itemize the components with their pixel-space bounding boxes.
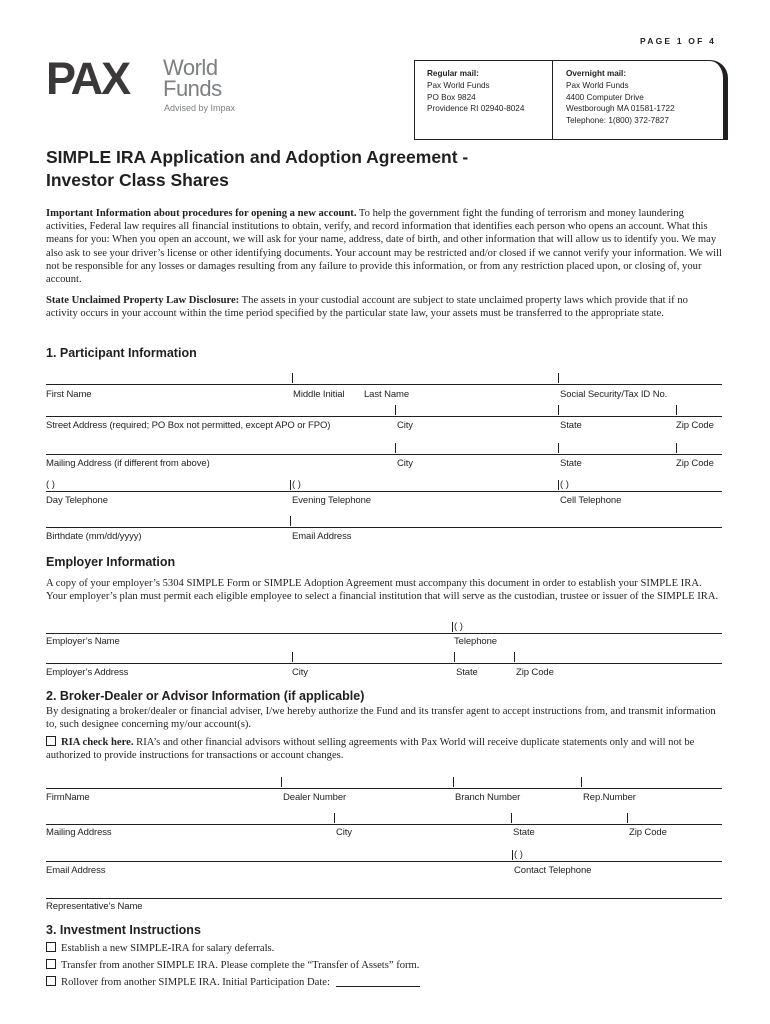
regular-mail-line: Providence RI 02940-8024 — [427, 104, 525, 114]
option-label: Establish a new SIMPLE-IRA for salary deferrals. — [61, 943, 275, 954]
broker-email-label: Email Address — [46, 865, 106, 876]
employer-telephone-label: Telephone — [454, 636, 497, 647]
broker-heading: 2. Broker-Dealer or Advisor Information (if applicable) — [46, 689, 365, 703]
page-number: PAGE 1 OF 4 — [640, 36, 717, 46]
first-name-label: First Name — [46, 389, 92, 400]
street-address-line[interactable] — [46, 416, 722, 417]
overnight-mail-line: Pax World Funds — [566, 80, 629, 90]
regular-mail-title: Regular mail: — [427, 69, 479, 78]
employer-city-label: City — [292, 667, 308, 678]
employer-text: A copy of your employer’s 5304 SIMPLE Form or SIMPLE Adoption Agreement must accompany this document in order to establish your SIMPLE IRA. Your employer’s plan must permit each eligible employee to select a financial institution that will serve as the custodian, trustee or issuer of the SIMPLE IRA. — [46, 578, 719, 603]
regular-mail-line: Pax World Funds — [427, 80, 490, 90]
birthdate-email-line[interactable] — [46, 527, 722, 528]
logo-pax: PAX — [46, 53, 130, 104]
ria-checkbox[interactable] — [46, 736, 56, 746]
important-bold: Important Information about procedures for opening a new account. — [46, 208, 357, 219]
representative-name-label: Representative’s Name — [46, 901, 143, 912]
unclaimed-text: The assets in your custodial account are subject to state unclaimed property laws which provide that if no activity occurs in your account within the time period specified by the particular state law, your assets must be transferred to the appropriate state. — [46, 295, 688, 320]
overnight-mail-title: Overnight mail: — [566, 69, 627, 78]
zip-label: Zip Code — [676, 458, 714, 469]
employer-name-line[interactable] — [46, 633, 722, 634]
employer-address-label: Employer’s Address — [46, 667, 129, 678]
overnight-mail-line: 4400 Computer Drive — [566, 92, 644, 102]
area-code-parens: ( ) — [454, 621, 463, 632]
investment-heading: 3. Investment Instructions — [46, 923, 201, 937]
option-checkbox[interactable] — [46, 976, 56, 986]
employer-name-label: Employer’s Name — [46, 636, 120, 647]
overnight-mail-line: Westborough MA 01581-1722 — [566, 104, 675, 114]
telephone-line[interactable] — [46, 491, 722, 492]
evening-telephone-label: Evening Telephone — [292, 495, 371, 506]
option-checkbox[interactable] — [46, 942, 56, 952]
ria-checkbox-row — [46, 736, 722, 762]
mailing-address-line[interactable] — [46, 454, 722, 455]
representative-name-line[interactable] — [46, 898, 722, 899]
zip-label: Zip Code — [676, 420, 714, 431]
last-name-label: Last Name — [364, 389, 410, 400]
mailing-address-box — [414, 60, 728, 140]
broker-city-label: City — [336, 827, 352, 838]
ria-bold: RIA check here. — [61, 737, 134, 748]
overnight-mail-line: Telephone: 1(800) 372-7827 — [566, 116, 669, 126]
dealer-number-label: Dealer Number — [283, 792, 347, 803]
city-label: City — [397, 458, 413, 469]
important-information — [46, 207, 722, 286]
important-text: To help the government fight the funding of terrorism and money laundering activities, Federal law requires all financial institutions to obtain, verify, and record information that identifies each person who opens an account. What this means for you: When you open an account, we will ask for your name, address, date of birth, and other information that will allow us to identify you. We may also ask to see your driver’s license or other identifying documents. Your account may be restricted and/or closed if we cannot verify your information. We will not be responsible for any losses or damages resulting from any failure to provide this information, or from any restriction placed upon, or closing of, your account. — [46, 208, 722, 286]
city-label: City — [397, 420, 413, 431]
broker-mailing-line[interactable] — [46, 824, 722, 825]
area-code-parens: ( ) — [292, 479, 301, 490]
title-line-2: Investor Class Shares — [46, 170, 229, 190]
broker-email-line[interactable] — [46, 861, 722, 862]
broker-mailing-label: Mailing Address — [46, 827, 112, 838]
participant-heading: 1. Participant Information — [46, 346, 197, 360]
day-telephone-label: Day Telephone — [46, 495, 108, 506]
ssn-label: Social Security/Tax ID No. — [560, 389, 668, 400]
employer-zip-label: Zip Code — [516, 667, 554, 678]
participation-date-field[interactable] — [336, 976, 420, 987]
broker-text: By designating a broker/dealer or financial adviser, I/we hereby authorize the Fund and its transfer agent to accept instructions from, and transmit information to, such designee concerning my/our account(s). — [46, 706, 716, 731]
overnight-mail — [566, 68, 675, 127]
option-checkbox[interactable] — [46, 959, 56, 969]
middle-initial-label: Middle Initial — [293, 389, 345, 400]
area-code-parens: ( ) — [560, 479, 569, 490]
pax-world-funds-logo — [46, 53, 246, 120]
regular-mail — [427, 68, 524, 115]
street-address-label: Street Address (required; PO Box not permitted, except APO or FPO) — [46, 420, 331, 431]
logo-advised-by: Advised by Impax — [164, 103, 236, 113]
option-label: Rollover from another SIMPLE IRA. Initial Participation Date: — [61, 977, 330, 988]
title-line-1: SIMPLE IRA Application and Adoption Agreement - — [46, 147, 469, 167]
investment-option — [46, 959, 722, 972]
contact-telephone-label: Contact Telephone — [514, 865, 592, 876]
birthdate-label: Birthdate (mm/dd/yyyy) — [46, 531, 142, 542]
unclaimed-bold: State Unclaimed Property Law Disclosure: — [46, 295, 240, 306]
employer-heading: Employer Information — [46, 555, 176, 569]
regular-mail-line: PO Box 9824 — [427, 92, 476, 102]
name-field-line[interactable] — [46, 384, 722, 385]
page-title — [46, 146, 468, 192]
broker-state-label: State — [513, 827, 535, 838]
employer-state-label: State — [456, 667, 478, 678]
logo-funds: Funds — [163, 76, 222, 101]
area-code-parens: ( ) — [46, 479, 55, 490]
option-label: Transfer from another SIMPLE IRA. Please complete the “Transfer of Assets” form. — [61, 960, 420, 971]
mailing-address-label: Mailing Address (if different from above) — [46, 458, 210, 469]
broker-zip-label: Zip Code — [629, 827, 667, 838]
area-code-parens: ( ) — [514, 849, 523, 860]
state-label: State — [560, 458, 582, 469]
state-label: State — [560, 420, 582, 431]
firm-name-label: FirmName — [46, 792, 90, 803]
firm-line[interactable] — [46, 788, 722, 789]
rep-number-label: Rep.Number — [583, 792, 636, 803]
unclaimed-property-disclosure — [46, 294, 722, 320]
investment-option — [46, 976, 722, 989]
branch-number-label: Branch Number — [455, 792, 521, 803]
employer-address-line[interactable] — [46, 663, 722, 664]
investment-option — [46, 942, 722, 955]
logo-world: World — [163, 55, 218, 80]
email-label: Email Address — [292, 531, 352, 542]
cell-telephone-label: Cell Telephone — [560, 495, 622, 506]
ria-text: RIA’s and other financial advisors without selling agreements with Pax World will receive duplicate statements only and will not be authorized to provide instructions for transactions or account changes. — [46, 737, 695, 762]
